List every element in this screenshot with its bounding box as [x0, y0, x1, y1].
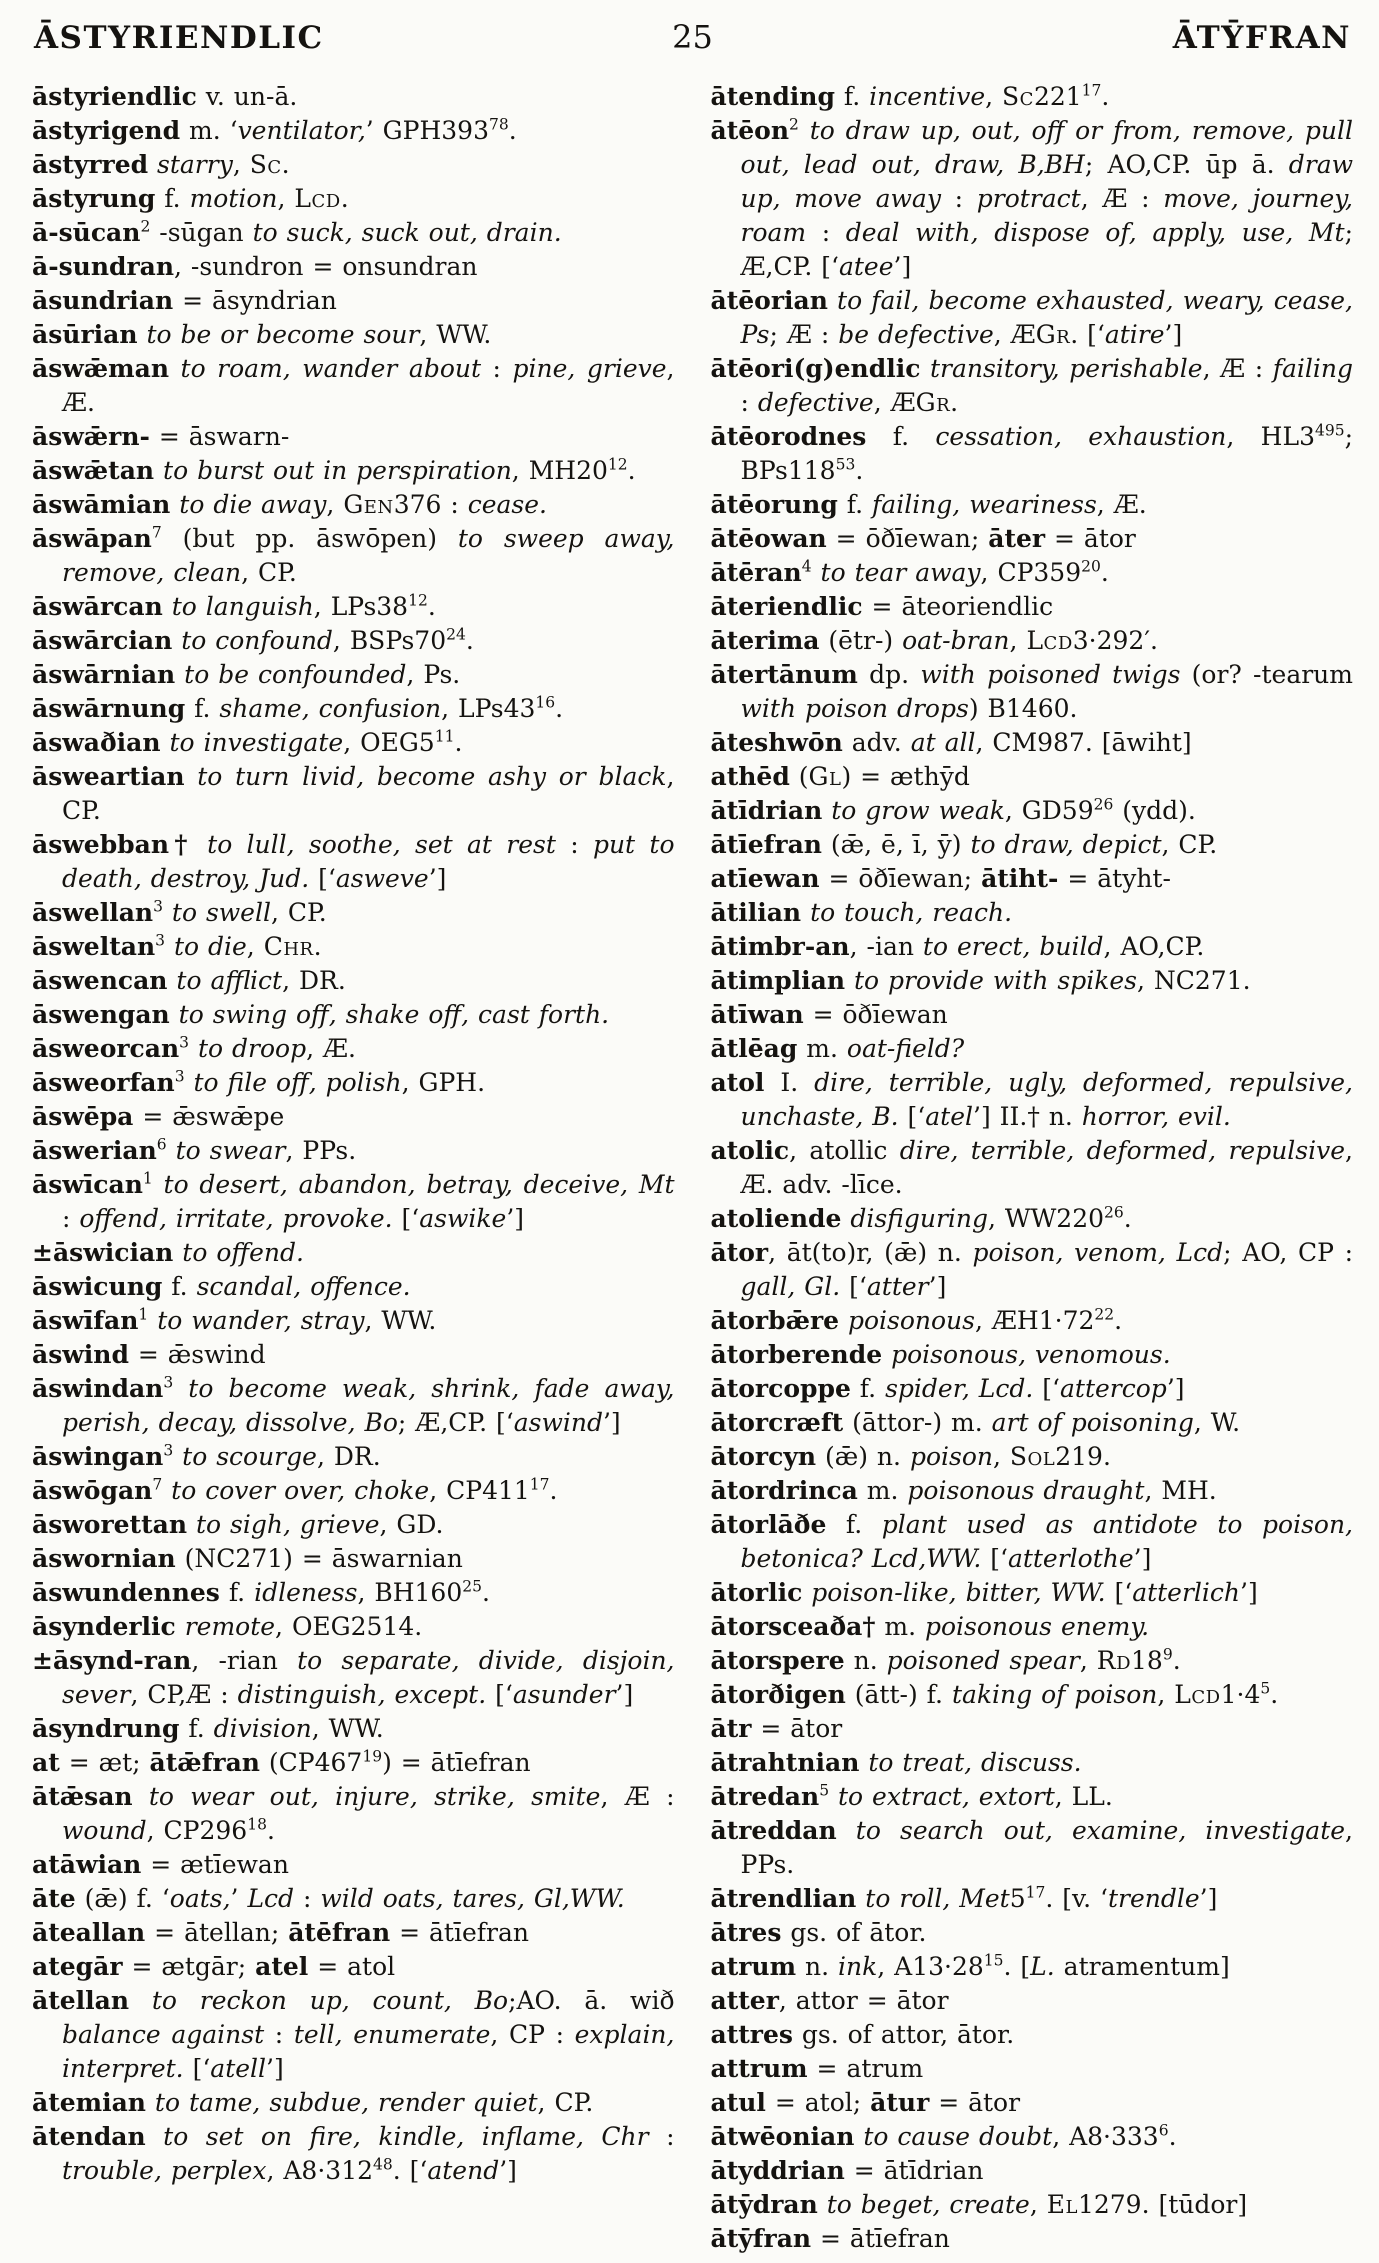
dictionary-entry: ātredan$^5$ to extract, extort, LL.: [710, 1781, 1113, 1811]
dictionary-entry: ātȳfran = ātīefran: [710, 2224, 950, 2253]
dictionary-entry: āswǣtan to burst out in perspiration, $MH20^{12}$.: [32, 455, 636, 485]
dictionary-entry: atrum n. ink, $A13\cdot 28^{15}$. [L. atramentum]: [710, 1951, 1230, 1981]
dictionary-entry: ātlēag m. oat-field?: [710, 1034, 965, 1063]
dictionary-entry: āsynderlic remote, OEG2514.: [32, 1612, 423, 1641]
dictionary-entry: ātēorodnes f. cessation, exhaustion, $HL3^{495}$; $BPs118^{53}$.: [710, 421, 1354, 485]
dictionary-entry: atul = atol; ātur = ātor: [710, 2088, 1021, 2117]
running-head-right: ĀTȲFRAN: [1172, 20, 1351, 56]
dictionary-entry: ātellan to reckon up, count, Bo;AO. ā. wið balance against : tell, enumerate, CP : explain, interpret. [‘atell’]: [32, 1986, 675, 2083]
dictionary-entry: ātǣsan to wear out, injure, strike, smite, Æ : wound, $CP296^{18}$.: [32, 1782, 675, 1845]
dictionary-entry: āte (ǣ) f. ‘oats,’ Lcd : wild oats, tares, Gl,WW.: [32, 1884, 625, 1913]
dictionary-entry: ātēon$^2$ to draw up, out, off or from, remove, pull out, lead out, draw, B,BH; AO,CP. ūp ā. draw up, move away : protract, Æ : move, journey, roam : deal with, dispose of, apply, use, Mt; Æ,CP. [‘atee’]: [710, 115, 1353, 281]
dictionary-entry: āsweorfan$^3$ to file off, polish, GPH.: [32, 1067, 486, 1097]
dictionary-entry: āswēpa = ǣswǣpe: [32, 1102, 285, 1131]
right-column: [711, 80, 1354, 2256]
dictionary-entry: āswārnian to be confounded, Ps.: [32, 660, 461, 689]
dictionary-entry: ātwēonian to cause doubt, $A8\cdot 333^6$.: [710, 2121, 1177, 2151]
dictionary-entry: āswingan$^3$ to scourge, DR.: [32, 1441, 381, 1471]
dictionary-entry: āswīfan$^1$ to wander, stray, WW.: [32, 1305, 437, 1335]
dictionary-entry: āswicung f. scandal, offence.: [32, 1272, 411, 1301]
dictionary-entry: āswārcian to confound, $BSPs70^{24}$.: [32, 625, 474, 655]
dictionary-entry: āswārnung f. shame, confusion, $LPs43^{16}$.: [32, 693, 564, 723]
dictionary-entry: āswǣrn- = āswarn-: [32, 422, 290, 451]
dictionary-entry: ±āswician to offend.: [32, 1238, 304, 1267]
dictionary-entry: āswǣman to roam, wander about : pine, grieve, Æ.: [32, 354, 675, 417]
dictionary-entry: āswornian (NC271) = āswarnian: [32, 1544, 463, 1573]
dictionary-entry: ātorsceaða† m. poisonous enemy.: [710, 1612, 1150, 1641]
dictionary-entry: atter, attor = ātor: [710, 1986, 949, 2015]
dictionary-entry: āswellan$^3$ to swell, CP.: [32, 897, 327, 927]
dictionary-entry: ātyddrian = ātīdrian: [710, 2156, 984, 2185]
dictionary-entry: ātr = ātor: [710, 1714, 843, 1743]
dictionary-entry: āteshwōn adv. at all, CM987. [āwiht]: [710, 728, 1192, 757]
left-column: [32, 80, 675, 2256]
dictionary-entry: attrum = atrum: [710, 2054, 924, 2083]
dictionary-entry: ātordrinca m. poisonous draught, MH.: [710, 1476, 1217, 1505]
dictionary-entry: ātēorian to fail, become exhausted, weary, cease, Ps; Æ : be defective, ÆGr. [‘atire’]: [710, 286, 1353, 349]
dictionary-entry: atīewan = ōðīewan; ātiht- = ātyht-: [710, 864, 1171, 893]
dictionary-entry: ātimbr-an, -ian to erect, build, AO,CP.: [710, 932, 1205, 961]
dictionary-entry: āsyndrung f. division, WW.: [32, 1714, 384, 1743]
dictionary-entry: āswengan to swing off, shake off, cast forth.: [32, 1000, 610, 1029]
dictionary-entry: ātorbǣre poisonous, $ÆH1\cdot 72^{22}$.: [710, 1305, 1123, 1335]
dictionary-entry: ātēorung f. failing, weariness, Æ.: [710, 490, 1147, 519]
dictionary-entry: atolic, atollic dire, terrible, deformed, repulsive, Æ. adv. -līce.: [710, 1136, 1353, 1199]
dictionary-entry: ātēran$^4$ to tear away, $CP359^{20}$.: [710, 557, 1109, 587]
dictionary-entry: āsweorcan$^3$ to droop, Æ.: [32, 1033, 356, 1063]
dictionary-entry: āstyrred starry, Sc.: [32, 150, 290, 179]
dictionary-entry: āswīcan$^1$ to desert, abandon, betray, deceive, Mt : offend, irritate, provoke. [‘aswike’]: [32, 1169, 675, 1233]
dictionary-entry: ātēowan = ōðīewan; āter = ātor: [710, 524, 1136, 553]
dictionary-entry: āswaðian to investigate, $OEG5^{11}$.: [32, 727, 463, 757]
dictionary-entry: ātīefran (ǣ, ē, ī, ȳ) to draw, depict, CP.: [710, 830, 1218, 859]
dictionary-entry: ātorcoppe f. spider, Lcd. [‘attercop’]: [710, 1374, 1185, 1403]
dictionary-entry: āswerian$^6$ to swear, PPs.: [32, 1135, 357, 1165]
dictionary-entry: āswencan to afflict, DR.: [32, 966, 346, 995]
dictionary-entry: ātemian to tame, subdue, render quiet, CP.: [32, 2088, 594, 2117]
dictionary-entry: ±āsynd-ran, -rian to separate, divide, disjoin, sever, CP,Æ : distinguish, except. [‘asunder’]: [32, 1646, 675, 1709]
dictionary-entry: āswindan$^3$ to become weak, shrink, fade away, perish, decay, dissolve, Bo; Æ,CP. [‘aswind’]: [32, 1373, 675, 1437]
dictionary-entry: ātēori(g)endlic transitory, perishable, Æ : failing : defective, ÆGr.: [710, 354, 1353, 417]
dictionary-entry: āswind = ǣswind: [32, 1340, 266, 1369]
dictionary-entry: ātreddan to search out, examine, investigate, PPs.: [710, 1816, 1353, 1879]
dictionary-entry: atol I. dire, terrible, ugly, deformed, repulsive, unchaste, B. [‘atel’] II.† n. horror, evil.: [710, 1068, 1353, 1131]
dictionary-entry: āsweartian to turn livid, become ashy or black, CP.: [32, 762, 675, 825]
dictionary-entry: ātrendlian to roll, $Met5^{17}$. [v. ‘trendle’]: [710, 1883, 1218, 1913]
dictionary-entry: ā-sundran, -sundron = onsundran: [32, 252, 478, 281]
dictionary-entry: āstyriendlic v. un-ā.: [32, 82, 298, 111]
dictionary-entry: āsundrian = āsyndrian: [32, 286, 337, 315]
dictionary-entry: ātīdrian to grow weak, $GD59^{26}$ (ydd).: [710, 795, 1196, 825]
dictionary-entry: āsūrian to be or become sour, WW.: [32, 320, 492, 349]
dictionary-entry: āteriendlic = āteoriendlic: [710, 592, 1054, 621]
dictionary-entry: ategār = ætgār; atel = atol: [32, 1952, 396, 1981]
dictionary-entry: āsweltan$^3$ to die, Chr.: [32, 931, 322, 961]
dictionary-entry: attres gs. of attor, ātor.: [710, 2020, 1015, 2049]
dictionary-entry: ātres gs. of ātor.: [710, 1918, 927, 1947]
text-columns: [32, 80, 1353, 2256]
dictionary-entry: āswāmian to die away, Gen376 : cease.: [32, 490, 548, 519]
page-number: 25: [672, 18, 713, 56]
dictionary-entry: ātorspere n. poisoned spear, $Rd18^9$.: [710, 1645, 1181, 1675]
running-header: [34, 18, 1351, 56]
dictionary-entry: āteallan = ātellan; ātēfran = ātīefran: [32, 1918, 529, 1947]
dictionary-entry: ātorcyn (ǣ) n. poison, Sol219.: [710, 1442, 1111, 1471]
dictionary-entry: āsworettan to sigh, grieve, GD.: [32, 1510, 444, 1539]
dictionary-entry: ātrahtnian to treat, discuss.: [710, 1748, 1082, 1777]
dictionary-entry: āstyrigend m. ‘ventilator,’ $GPH393^{78}$.: [32, 115, 517, 145]
dictionary-entry: ātertānum dp. with poisoned twigs (or? -tearum with poison drops) B1460.: [710, 660, 1353, 723]
dictionary-entry: at = æt; ātǣfran $(CP467^{19})$ = ātīefran: [32, 1747, 531, 1777]
dictionary-entry: ātilian to touch, reach.: [710, 898, 1013, 927]
dictionary-entry: ātȳdran to beget, create, El1279. [tūdor]: [710, 2190, 1248, 2219]
dictionary-entry: ātorlic poison-like, bitter, WW. [‘atterlich’]: [710, 1578, 1258, 1607]
dictionary-entry: ātorcræft (āttor-) m. art of poisoning, W.: [710, 1408, 1241, 1437]
dictionary-entry: ātor, āt(to)r, (ǣ) n. poison, venom, Lcd; AO, CP : gall, Gl. [‘atter’]: [710, 1238, 1354, 1301]
dictionary-entry: āswōgan$^7$ to cover over, choke, $CP411^{17}$.: [32, 1475, 558, 1505]
dictionary-entry: āswārcan to languish, $LPs38^{12}$.: [32, 591, 436, 621]
dictionary-entry: ātorlāðe f. plant used as antidote to poison, betonica? Lcd,WW. [‘atterlothe’]: [710, 1510, 1353, 1573]
dictionary-entry: āswundennes f. idleness, $BH160^{25}$.: [32, 1577, 490, 1607]
dictionary-entry: ātimplian to provide with spikes, NC271.: [710, 966, 1251, 995]
dictionary-entry: āswebban† to lull, soothe, set at rest : put to death, destroy, Jud. [‘asweve’]: [32, 830, 675, 893]
dictionary-entry: ātīwan = ōðīewan: [710, 1000, 948, 1029]
dictionary-entry: āterima (ētr-) oat-bran, Lcd3·292′.: [710, 626, 1158, 655]
dictionary-entry: ātorberende poisonous, venomous.: [710, 1340, 1171, 1369]
dictionary-entry: āstyrung f. motion, Lcd.: [32, 184, 349, 213]
dictionary-entry: ātending f. incentive, $Sc221^{17}$.: [710, 81, 1110, 111]
dictionary-entry: ā-sūcan$^2$ -sūgan to suck, suck out, drain.: [32, 217, 562, 247]
dictionary-entry: āswāpan$^7$ (but pp. āswōpen) to sweep away, remove, clean, CP.: [32, 523, 675, 587]
dictionary-entry: ātendan to set on fire, kindle, inflame, Chr : trouble, perplex, $A8\cdot 312^{48}$. [‘atend’]: [32, 2122, 675, 2185]
dictionary-entry: ātorðigen (ātt-) f. taking of poison, $Lcd1\cdot 4^5$.: [710, 1679, 1279, 1709]
dictionary-entry: atoliende disfiguring, $WW220^{26}$.: [710, 1203, 1132, 1233]
running-head-left: ĀSTYRIENDLIC: [34, 20, 324, 56]
dictionary-entry: atāwian = ætīewan: [32, 1850, 289, 1879]
dictionary-entry: athēd (Gl) = æthȳd: [710, 762, 970, 791]
